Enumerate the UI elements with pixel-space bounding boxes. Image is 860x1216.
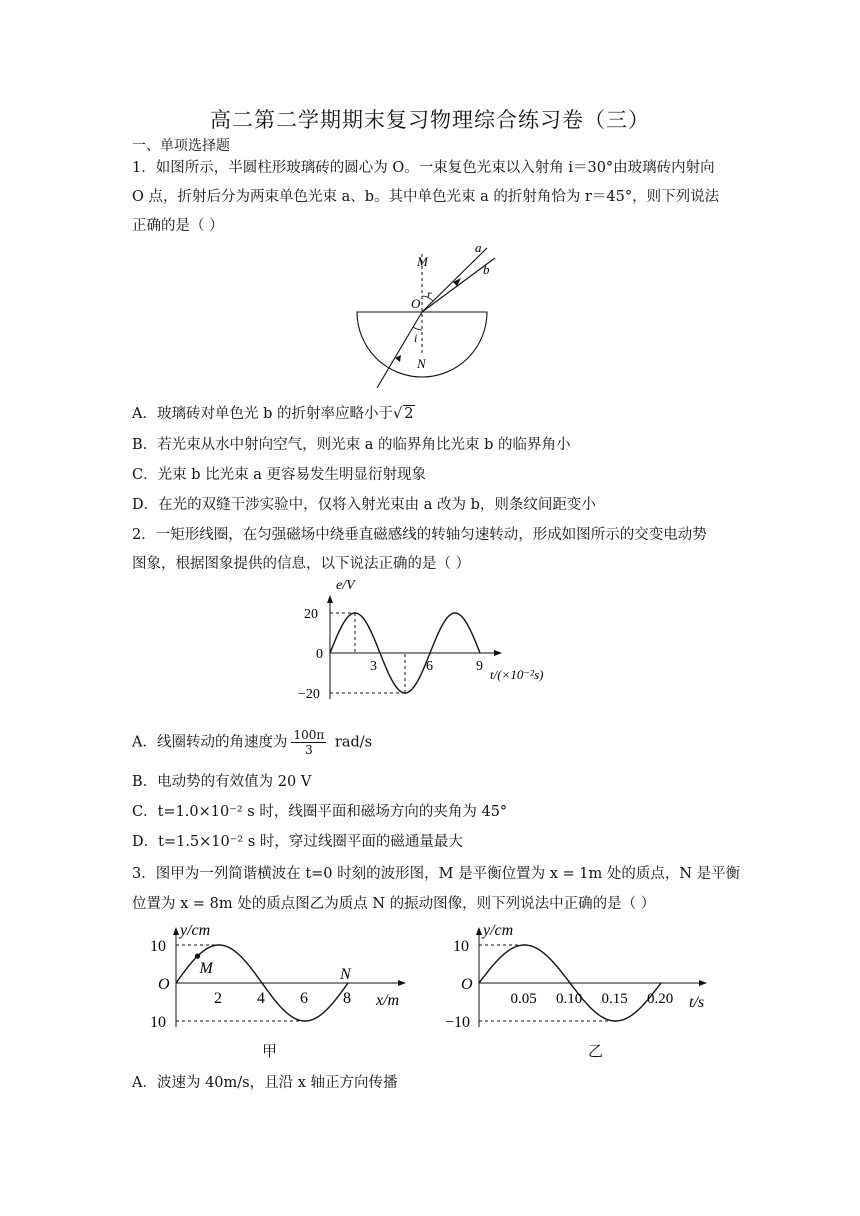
y-axis-arrow-icon [327, 595, 333, 603]
wave-chart [150, 915, 415, 1033]
label-a: a [475, 240, 482, 255]
label-N: N [417, 356, 426, 371]
label-O: O [411, 296, 421, 311]
q1-option-a [132, 402, 415, 423]
q2-option-c: C．t=1.0×10⁻² s 时，线圈平面和磁场方向的夹角为 45° [132, 804, 508, 820]
q2-line-2: 图象，根据图象提供的信息，以下说法正确的是（ ） [132, 556, 471, 572]
q1-option-b: B．若光束从水中射向空气，则光束 a 的临界角比光束 b 的临界角小 [132, 437, 571, 453]
q2-option-d: D．t=1.5×10⁻² s 时，穿过线圈平面的磁通量最大 [132, 834, 463, 850]
y-axis-label: e/V [336, 578, 355, 593]
q2-option-b: B．电动势的有效值为 20 V [132, 774, 312, 790]
point-M [195, 954, 200, 959]
y-axis-arrow-icon [173, 927, 179, 935]
caption-right: 乙 [588, 1042, 604, 1060]
q2-option-a [132, 728, 372, 757]
q1-refraction-figure [355, 240, 505, 392]
vibration-chart [445, 915, 715, 1033]
q3-option-a: A．波速为 40m/s，且沿 x 轴正方向传播 [132, 1075, 398, 1091]
label-i: i [414, 331, 418, 345]
x-tick-label: 0.20 [647, 991, 674, 1007]
emf-chart [295, 575, 565, 713]
q2-option-a-unit: rad/s [334, 734, 373, 751]
x-tick-label: 0.15 [601, 991, 628, 1007]
q3-line-2: 位置为 x = 8m 处的质点图乙为质点 N 的振动图像，则下列说法中正确的是（ ） [132, 896, 656, 912]
y-tick-label: 10 [150, 1014, 166, 1031]
y-tick-label: 0 [316, 647, 323, 662]
q1-line-1: 1．如图所示，半圆柱形玻璃砖的圆心为 O。一束复色光束以入射角 i＝30°由玻璃砖内射向 [132, 160, 715, 176]
x-tick-label: 8 [343, 990, 351, 1007]
q1-option-a-text: A．玻璃砖对单色光 b 的折射率应略小于 [132, 406, 393, 422]
page-title: 高二第二学期期末复习物理综合练习卷（三） [210, 108, 650, 132]
y-axis-label: y/cm [483, 922, 514, 939]
x-axis-arrow-icon [494, 650, 502, 656]
x-tick-label: 4 [257, 990, 265, 1007]
y-tick-label: 10 [150, 938, 166, 955]
y-tick-label: 20 [304, 607, 318, 622]
label-M: M [199, 960, 213, 978]
x-tick-label: 0.05 [510, 991, 537, 1007]
q1-option-d: D．在光的双缝干涉实验中，仅将入射光束由 a 改为 b，则条纹间距变小 [132, 497, 596, 513]
x-tick-label: 2 [214, 990, 222, 1007]
x-axis-label: x/m [376, 992, 400, 1009]
y-axis-arrow-icon [476, 927, 482, 935]
x-tick-label: 0.10 [556, 991, 583, 1007]
fraction: $\frac{100\pi}{3}$ [293, 728, 325, 757]
x-axis-arrow-icon [398, 980, 406, 986]
x-axis-label: t/(×10⁻²s) [490, 667, 544, 682]
q3-line-1: 3．图甲为一列简谐横波在 t=0 时刻的波形图，M 是平衡位置为 x = 1m 处的质点，N 是平衡 [132, 866, 741, 882]
section-heading: 一、单项选择题 [132, 138, 230, 154]
label-r: r [427, 287, 432, 301]
label-N: N [340, 966, 351, 983]
x-axis-label: t/s [689, 994, 705, 1011]
x-axis-arrow-icon [699, 980, 707, 986]
label-b: b [483, 262, 490, 277]
label-M: M [417, 254, 428, 269]
origin-label: O [461, 976, 473, 993]
y-tick-label: −10 [445, 1014, 471, 1031]
q1-option-c: C．光束 b 比光束 a 更容易发生明显衍射现象 [132, 467, 426, 483]
caption-left: 甲 [262, 1042, 278, 1060]
y-tick-label: −20 [298, 687, 320, 702]
x-tick-label: 9 [476, 659, 483, 674]
y-tick-label: 10 [453, 938, 469, 955]
x-tick-label: 6 [426, 659, 433, 674]
x-tick-label: 6 [300, 990, 308, 1007]
q1-line-3: 正确的是（ ） [132, 218, 224, 234]
q1-line-2: O 点，折射后分为两束单色光束 a、b。其中单色光束 a 的折射角恰为 r＝45°，则下列说法 [132, 189, 720, 205]
x-tick-label: 3 [370, 659, 377, 674]
origin-label: O [158, 976, 170, 993]
q2-line-1: 2．一矩形线圈，在匀强磁场中绕垂直磁感线的转轴匀速转动，形成如图所示的交变电动势 [132, 527, 707, 543]
y-axis-label: y/cm [180, 922, 211, 939]
sqrt-icon: √ 2 [392, 406, 414, 422]
q2-option-a-text: A．线圈转动的角速度为 [132, 734, 288, 751]
